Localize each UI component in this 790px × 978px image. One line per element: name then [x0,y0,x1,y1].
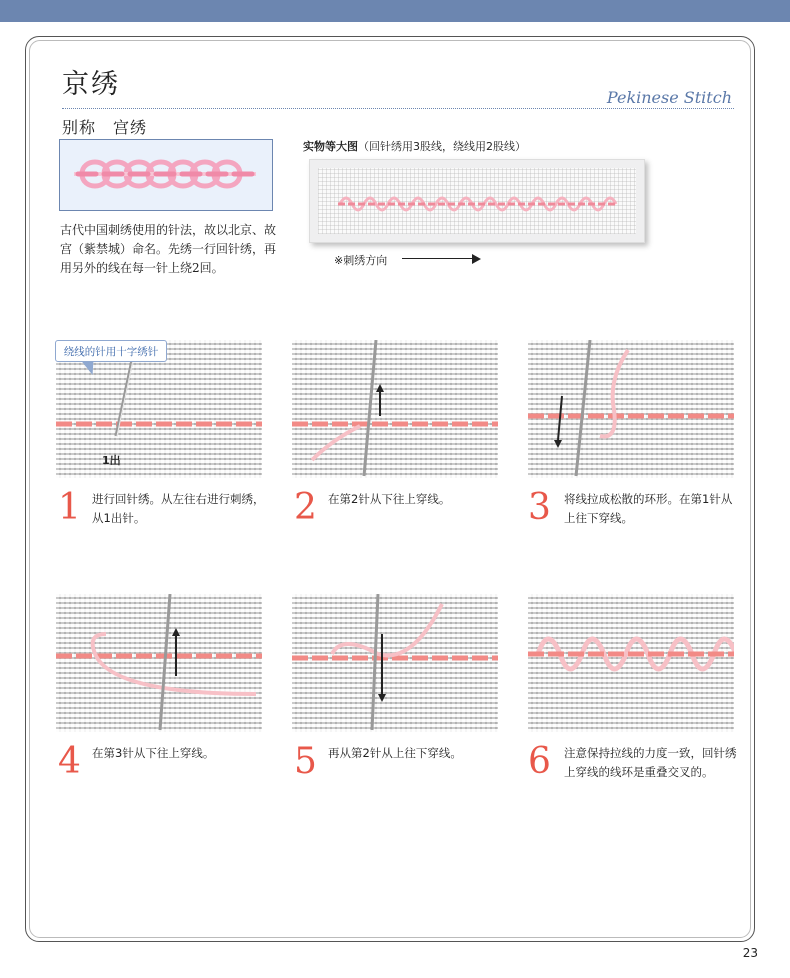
stitch-diagram-illustration [60,140,271,209]
step-5-number: 5 [294,741,317,782]
step-1-number: 1 [58,487,81,528]
real-size-caption [303,138,526,154]
direction-label: ※刺绣方向 [334,254,388,267]
real-size-photo [309,159,645,243]
page-title: 京绣 [62,69,120,100]
exit-point-label: 1出 [102,454,121,467]
step-4-text: 在第3针从下往上穿线。 [92,746,215,760]
page-number: 23 [742,946,758,960]
step-4-photo [56,594,262,732]
arrow-head-icon [472,254,481,264]
step-3-photo [528,340,734,478]
stitch-diagram [59,139,273,211]
step-4-illustration [56,594,262,732]
title-divider [62,108,734,109]
step-2-number: 2 [294,487,317,528]
real-size-stitch [310,160,644,242]
alias-label: 别称 宫绣 [62,118,148,137]
english-subtitle: Pekinese Stitch [606,88,732,107]
step-3-illustration [528,340,734,478]
step-5-illustration [292,594,498,732]
real-size-label: 实物等大图 [303,140,358,153]
step-2-illustration [292,340,498,478]
step-6-text: 注意保持拉线的力度一致，回针绣上穿线的线环是重叠交叉的。 [564,746,737,779]
needle-callout: 绕线的针用十字绣针 [55,340,167,362]
real-size-note: （回针绣用3股线，绕线用2股线） [358,140,526,153]
direction-arrow-icon [402,258,474,259]
top-header-bar [0,0,790,22]
step-3-number: 3 [528,487,551,528]
step-5-text: 再从第2针从上往下穿线。 [328,746,462,760]
step-5-photo [292,594,498,732]
step-6-number: 6 [528,741,551,782]
description-text: 古代中国刺绣使用的针法，故以北京、故宫（紫禁城）命名。先绣一行回针绣，再用另外的线在每一针上绕2回。 [60,223,277,275]
step-1-text: 进行回针绣。从左往右进行刺绣，从1出针。 [92,492,265,525]
step-6-illustration [528,594,734,732]
step-2-text: 在第2针从下往上穿线。 [328,492,451,506]
step-3-text: 将线拉成松散的环形。在第1针从上往下穿线。 [564,492,733,525]
step-6-photo [528,594,734,732]
step-4-number: 4 [58,741,81,782]
step-2-photo [292,340,498,478]
